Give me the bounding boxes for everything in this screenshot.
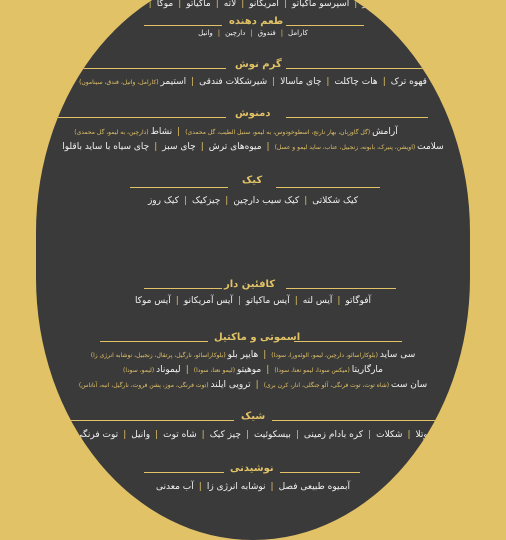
smoothie-row-1: [36, 350, 470, 360]
separator: |: [270, 482, 274, 492]
coffee-item: موکا: [156, 0, 174, 9]
infusion-row-1: [36, 127, 436, 137]
separator: |: [175, 296, 179, 306]
shake-items: [36, 430, 470, 440]
divider: [294, 341, 402, 342]
iced-item: آیس ماکیاتو: [245, 296, 290, 306]
separator: |: [266, 365, 270, 375]
shake-item: توت فرنگی: [75, 430, 119, 440]
separator: |: [237, 296, 241, 306]
iced-items: [36, 296, 470, 306]
separator: |: [337, 296, 341, 306]
cake-item: کیک شکلاتی: [312, 196, 359, 206]
shake-item: وانیل: [131, 430, 151, 440]
drink-item: آبمیوه طبیعی فصل: [278, 482, 350, 492]
smoothie-item-note: (توت فرنگی، موز، پشن فروت، نارگیل، انبه، آناناس): [78, 382, 211, 389]
separator: |: [241, 0, 245, 9]
cake-item: چیزکیک: [191, 196, 221, 206]
smoothie-item: ترویی ایلند: [210, 380, 251, 390]
flavor-item: کارامل: [288, 29, 308, 37]
drink-item: نوشابه انرژی زا: [206, 482, 266, 492]
flavor-item: وانیل: [198, 29, 213, 37]
shake-item: شکلات: [376, 430, 403, 440]
separator: |: [382, 77, 386, 87]
warm-item: شیرشکلات فندقی: [199, 77, 268, 87]
divider: [286, 25, 364, 26]
divider: [286, 68, 426, 69]
section-title-flavor: طعم دهنده: [229, 16, 284, 27]
divider: [272, 420, 440, 421]
section-title-infusion: دمنوش: [235, 108, 271, 119]
smoothie-item-note: (لیمو، سودا): [123, 367, 157, 374]
smoothie-item: مارگاریتا: [351, 365, 383, 375]
smoothie-item: موهیتو: [236, 365, 262, 375]
separator: |: [201, 430, 205, 440]
separator: |: [326, 77, 330, 87]
warm-item-note: (کارامل، وانیل، فندق، سینامون): [79, 79, 161, 86]
warm-item: قهوه ترک: [390, 77, 427, 87]
warm-item: هات چاکلت: [334, 77, 378, 87]
iced-item: آیس موکا: [134, 296, 171, 306]
smoothie-item: لیموناد: [156, 365, 181, 375]
smoothie-row-2: [36, 365, 470, 375]
coffee-item: ماکیاتو: [186, 0, 211, 9]
coffee-item: کاپوچینو: [113, 0, 144, 9]
infusion-item: سلامت: [417, 142, 444, 152]
smoothie-item-note: (بلوکاراسائو، نارگیل، پرتقال، زنجبیل، نوشابه انرژی زا): [90, 352, 228, 359]
infusion-row-2: [36, 142, 470, 152]
divider: [144, 25, 222, 26]
divider: [276, 187, 380, 188]
separator: |: [198, 482, 202, 492]
section-title-cake: کیک: [242, 175, 263, 186]
smoothie-row-3: [36, 380, 470, 390]
smoothie-item-note: (بلوکاراسائو، دارچین، لیمو، الوئه‌ورا، سودا): [271, 352, 380, 359]
section-title-smoothie: اسموتی و ماکتیل: [214, 332, 301, 343]
section-title-shake: شیک: [241, 411, 266, 422]
drink-item: آب معدنی: [156, 482, 194, 492]
iced-item: آیس لته: [302, 296, 333, 306]
drink-items: [36, 482, 470, 492]
infusion-item-note: (گل گاوزبان، بهار نارنج، اسطوخودوس، به لیمو، سنبل الطیب، گل محمدی): [185, 129, 373, 136]
cake-item: کیک روز: [147, 196, 179, 206]
separator: |: [200, 142, 204, 152]
smoothie-item-note: (میکس سودا، لیمو نعنا، سودا): [274, 367, 352, 374]
divider: [58, 117, 226, 118]
iced-item: آیس آمریکانو: [183, 296, 233, 306]
separator: |: [272, 77, 276, 87]
infusion-item: چای سبز: [162, 142, 196, 152]
coffee-item: لاته: [223, 0, 237, 9]
infusion-item: آرامش: [372, 127, 398, 137]
smoothie-item: هایپر بلو: [227, 350, 259, 360]
infusion-item: چای سیاه با ساید باقلوا: [62, 142, 150, 152]
separator: |: [191, 77, 195, 87]
divider: [286, 288, 396, 289]
infusion-item: نشاط: [150, 127, 173, 137]
separator: |: [266, 142, 270, 152]
separator: |: [304, 196, 308, 206]
warm-items: [36, 77, 470, 87]
coffee-item: اسپرسو: [362, 0, 393, 9]
divider: [144, 288, 222, 289]
separator: |: [368, 430, 372, 440]
separator: |: [255, 380, 259, 390]
separator: |: [354, 0, 358, 9]
divider: [130, 187, 228, 188]
smoothie-item: سی ساید: [379, 350, 416, 360]
coffee-item: اسپرسو ماکیاتو: [291, 0, 350, 9]
shake-item: شاه توت: [163, 430, 197, 440]
separator: |: [123, 430, 127, 440]
section-title-iced: کافئین دار: [224, 279, 276, 290]
separator: |: [154, 142, 158, 152]
separator: |: [183, 196, 187, 206]
infusion-item-note: (اویشن، پنیرک، بابونه، زنجبیل، عناب، ساید لیمو و عسل): [274, 144, 418, 151]
divider: [280, 472, 360, 473]
separator: |: [148, 0, 152, 9]
separator: |: [263, 350, 267, 360]
section-title-warm: گرم نوش: [235, 59, 282, 70]
shake-item: چیز کیک: [209, 430, 241, 440]
separator: |: [245, 430, 249, 440]
top-coffee-row: [36, 0, 470, 9]
flavor-item: فندوق: [257, 29, 276, 37]
warm-item: استیمر: [160, 77, 187, 87]
divider: [286, 117, 428, 118]
cake-items: [36, 196, 470, 206]
shake-item: بیسکوئیت: [253, 430, 291, 440]
smoothie-item-note: (شاه توت، توت فرنگی، آلو جنگلی، انار، کرن بری): [263, 382, 392, 389]
separator: |: [177, 127, 181, 137]
divider: [58, 68, 226, 69]
separator: |: [178, 0, 182, 9]
divider: [144, 472, 224, 473]
divider: [100, 341, 208, 342]
infusion-item: میوه‌های ترش: [208, 142, 262, 152]
separator: |: [185, 365, 189, 375]
separator: |: [295, 430, 299, 440]
separator: |: [294, 296, 298, 306]
separator: |: [280, 29, 284, 37]
menu-page: [36, 0, 470, 540]
divider: [46, 420, 234, 421]
separator: |: [225, 196, 229, 206]
smoothie-item-note: (لیمو نعنا، سودا): [193, 367, 237, 374]
separator: |: [250, 29, 253, 37]
infusion-item-note: (دارچین، به لیمو، گل محمدی): [74, 129, 151, 136]
separator: |: [215, 0, 219, 9]
shake-item: کره بادام زمینی: [303, 430, 364, 440]
flavor-item: دارچین: [225, 29, 246, 37]
shake-item: نوتلا: [415, 430, 431, 440]
separator: |: [407, 430, 411, 440]
cake-item: کیک سیب دارچین: [233, 196, 300, 206]
warm-item: چای ماسالا: [280, 77, 322, 87]
coffee-item: آمریکانو: [249, 0, 279, 9]
separator: |: [217, 29, 221, 37]
separator: |: [283, 0, 287, 9]
flavor-items: [36, 29, 470, 37]
separator: |: [155, 430, 159, 440]
section-title-drinks: نوشیدنی: [230, 463, 274, 474]
smoothie-item: سان ست: [391, 380, 428, 390]
iced-item: آفوگاتو: [345, 296, 372, 306]
